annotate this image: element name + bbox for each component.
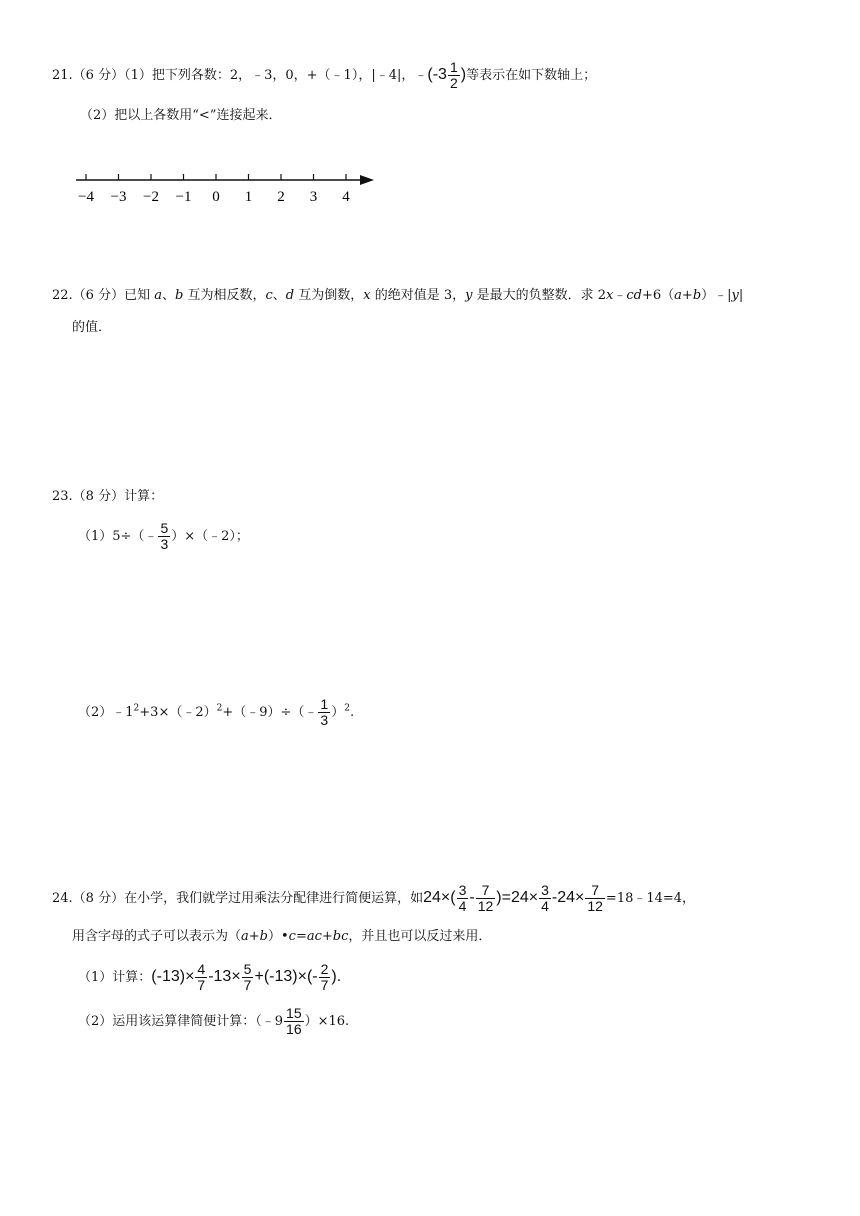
- q24-num: 3: [458, 882, 467, 898]
- q24-num: 5: [243, 961, 252, 977]
- q21-fraction: [448, 60, 460, 91]
- q24-example-fraction: [539, 883, 551, 914]
- number-line-tick-label: 1: [244, 189, 253, 205]
- q24-den: 4: [541, 898, 549, 914]
- q24-line2-text: =: [295, 929, 307, 944]
- q23-p2-text: +3×（﹣2）: [139, 705, 217, 720]
- q24-intro: 在小学，我们就学过用乘法分配律进行简便运算，如: [124, 891, 424, 906]
- q24-p1-label: （1）计算：: [78, 970, 152, 985]
- q22-text: +6（: [642, 288, 675, 303]
- q24-den: 4: [458, 898, 467, 914]
- q23-p1-text: （1）5÷（﹣: [78, 529, 158, 544]
- q24-p1-expr: -13×: [208, 968, 241, 985]
- q24-p2-text: ）×16.: [304, 1014, 350, 1029]
- q21-frac-den: 2: [449, 75, 458, 91]
- q22-text: 、: [161, 288, 175, 303]
- q22-text: ﹣: [613, 288, 627, 303]
- q24-den: 12: [477, 898, 494, 914]
- q24-num: 15: [286, 1005, 302, 1021]
- number-line-arrow: [360, 175, 374, 185]
- q23-p2-text: （2）﹣1: [78, 705, 134, 720]
- q24-den: 7: [243, 977, 252, 993]
- q21-mixed-close: ): [460, 66, 467, 83]
- number-line-tick-label: −4: [78, 189, 94, 205]
- q21-mixed-whole: (-3: [427, 66, 447, 83]
- q23-p1-num: 5: [160, 520, 169, 536]
- q24-p1-expr: +(-13)×(-: [254, 968, 318, 985]
- q22-label: 22.（6 分）: [52, 288, 125, 303]
- q22-var-y: y: [465, 288, 473, 303]
- q23-p1-den: 3: [160, 536, 169, 552]
- q24-example-result: =18﹣14=4，: [605, 891, 696, 906]
- q24-num: 2: [320, 961, 329, 977]
- number-line-tick-label: −2: [143, 189, 159, 205]
- q24-line2-text: ）•: [267, 929, 289, 944]
- number-line-tick-label: 2: [277, 189, 285, 205]
- q22-var-ab: a+b: [674, 288, 702, 303]
- q23-p1-text: ）×（﹣2）；: [171, 529, 249, 544]
- q22-var-x: x: [606, 288, 614, 303]
- q21-label: 21.（6 分）: [52, 68, 125, 83]
- q24-var: ac+bc: [306, 929, 349, 944]
- q24-part2: [78, 1005, 349, 1039]
- q22-text: 互为相反数，: [183, 288, 266, 303]
- q23-p2-exponent: 2: [216, 703, 223, 714]
- q24-den: 7: [320, 977, 329, 993]
- q24-line2-text: ，并且也可以反过来用．: [348, 929, 492, 944]
- q23-p2-num: 1: [320, 696, 329, 712]
- q22-var-b: b: [175, 288, 184, 303]
- q24-p1-expr: (-13)×: [151, 968, 195, 985]
- q24-example: 24×(: [423, 889, 456, 906]
- q23-p2-den: 3: [320, 712, 329, 728]
- q24-den: 7: [197, 977, 206, 993]
- q22-var-x: x: [363, 288, 371, 303]
- q22-var-y: y: [731, 288, 739, 303]
- q21-frac-num: 1: [449, 59, 458, 75]
- q24-example-fraction: [457, 883, 469, 914]
- q23-label: 23.（8 分）计算：: [52, 489, 164, 504]
- q23-p2-fraction: [318, 697, 330, 728]
- q21-part2: （2）把以上各数用“<”连接起来．: [80, 108, 282, 123]
- q24-example-fraction: [585, 883, 605, 914]
- q24-p1-fraction: [195, 962, 207, 993]
- number-line-tick-label: 0: [212, 189, 220, 205]
- q22-text: ）﹣|: [701, 288, 732, 303]
- q24-p1-expr: ).: [331, 968, 342, 985]
- q23-part2: [78, 696, 354, 730]
- q23-p2-text: .: [349, 705, 355, 720]
- q24-num: 3: [541, 882, 549, 898]
- q21-part1-suffix: 等表示在如下数轴上；: [466, 68, 597, 83]
- q24-var: a+b: [241, 929, 268, 944]
- q22-text: 已知: [124, 288, 155, 303]
- number-line: [70, 164, 380, 208]
- q24-den: 16: [286, 1021, 302, 1037]
- q23-p2-text: ）: [331, 705, 345, 720]
- q24-example: -24×: [551, 889, 585, 906]
- q24-p1-fraction: [319, 962, 331, 993]
- q24-example: )=24×: [496, 889, 539, 906]
- q23-p2-exponent: 2: [344, 703, 350, 714]
- q24-p2-text: （2）运用该运算律简便计算：（﹣9: [78, 1014, 284, 1029]
- number-line-tick-label: 3: [309, 189, 318, 205]
- q24-line2: [72, 927, 491, 947]
- q24-example-fraction: [476, 883, 496, 914]
- q24-line2-text: 用含字母的式子可以表示为（: [72, 929, 242, 944]
- q22-var-cd: cd: [626, 288, 642, 303]
- q22-text: 是最大的负整数．求 2: [472, 288, 607, 303]
- q24-example: -: [469, 889, 475, 906]
- q24-label: 24.（8 分）: [52, 891, 125, 906]
- number-line-tick-label: −1: [175, 189, 192, 205]
- q23-p1-fraction: [158, 521, 170, 552]
- q22-var-a: a: [154, 288, 162, 303]
- q22-line1: [52, 286, 743, 306]
- number-line-tick-label: 4: [342, 189, 350, 205]
- q24-num: 7: [591, 882, 600, 898]
- q21-part1-prefix: （1）把下列各数：2，﹣3，0，+（﹣1），|﹣4|，: [124, 68, 415, 83]
- q24-var: c: [288, 929, 296, 944]
- q22-text: 、: [272, 288, 286, 303]
- q23-part1: [78, 520, 249, 554]
- q23-p2-text: +（﹣9）÷（﹣: [222, 705, 318, 720]
- q24-num: 4: [197, 961, 206, 977]
- q23-p2-exponent: 2: [133, 703, 140, 714]
- q22-line2: 的值．: [72, 320, 112, 335]
- q21-mixed-sign: ﹣: [414, 68, 428, 83]
- q22-var-c: c: [265, 288, 273, 303]
- q22-text: |: [738, 288, 744, 303]
- number-line-tick-label: −3: [110, 189, 127, 205]
- q22-text: 的绝对值是 3，: [370, 288, 466, 303]
- q22-text: 互为倒数，: [294, 288, 364, 303]
- q24-den: 12: [587, 898, 603, 914]
- q24-part1: [78, 960, 341, 995]
- q24-p2-fraction: [284, 1006, 304, 1037]
- q21-line1: [52, 60, 596, 91]
- q22-var-d: d: [285, 288, 295, 303]
- q24-line1: [52, 880, 695, 917]
- q24-p1-fraction: [242, 962, 254, 993]
- q24-num: 7: [481, 882, 490, 898]
